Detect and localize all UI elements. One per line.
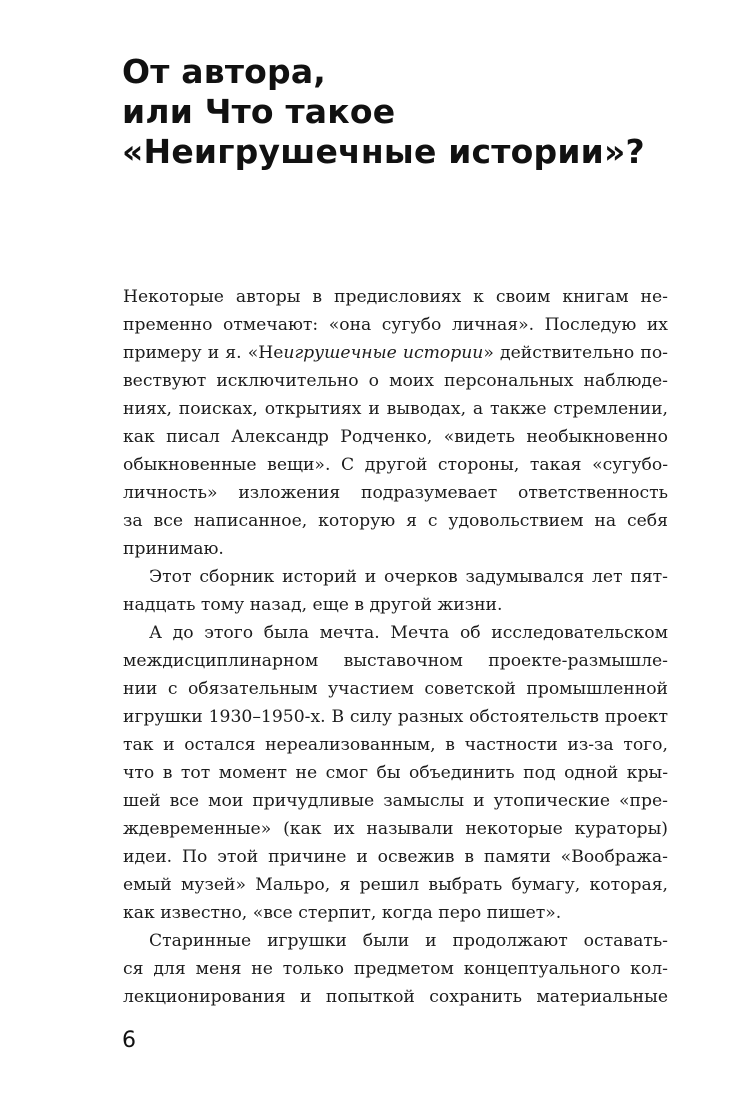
- chapter-title: [122, 52, 645, 172]
- text-line: что в тот момент не смог бы объединить под одной кры-: [123, 763, 668, 783]
- text-line: за все написанное, которую я с удовольствием на себя: [123, 511, 668, 531]
- text-line: нии с обязательным участием советской промышленной: [123, 679, 668, 699]
- text-line: Некоторые авторы в предисловиях к своим книгам не-: [123, 287, 668, 307]
- chapter-title-line: «Неигрушечные истории»?: [122, 132, 645, 171]
- text-line: ниях, поисках, открытиях и выводах, а также стремлении,: [123, 399, 668, 419]
- text-line: Этот сборник историй и очерков задумывался лет пят-: [149, 567, 668, 587]
- body-text: [123, 283, 668, 1011]
- text-line: вествуют исключительно о моих персональных наблюде-: [123, 371, 668, 391]
- text-line: пременно отмечают: «она сугубо личная». Последую их: [123, 315, 668, 335]
- italic-book-title: игрушечные истории: [283, 343, 484, 363]
- text-line: ся для меня не только предметом концептуального кол-: [123, 959, 668, 979]
- text-line: А до этого была мечта. Мечта об исследовательском: [149, 623, 668, 643]
- text-line: личность» изложения подразумевает ответственность: [123, 483, 668, 503]
- chapter-title-line: От автора,: [122, 52, 327, 91]
- page-number: 6: [122, 1028, 136, 1053]
- text-line: междисциплинарном выставочном проекте-размышле-: [123, 651, 668, 671]
- text-line: емый музей» Мальро, я решил выбрать бумагу, которая,: [123, 875, 668, 895]
- text-line: принимаю.: [123, 539, 224, 559]
- text-line: надцать тому назад, еще в другой жизни.: [123, 595, 503, 615]
- text-line: так и остался нереализованным, в частности из-за того,: [123, 735, 668, 755]
- text-line: игрушки 1930–1950-х. В силу разных обстоятельств проект: [123, 707, 668, 727]
- text-line: обыкновенные вещи». С другой стороны, такая «сугубо-: [123, 455, 668, 475]
- text-line: как писал Александр Родченко, «видеть необыкновенно: [123, 427, 668, 447]
- text-segment: примеру и я. «Не: [123, 343, 284, 363]
- text-line: как известно, «все стерпит, когда перо пишет».: [123, 903, 562, 923]
- text-line: [123, 339, 668, 367]
- text-segment: » действительно по-: [483, 343, 668, 363]
- text-line: идеи. По этой причине и освежив в памяти «Вообража-: [123, 847, 668, 867]
- text-line: лекционирования и попыткой сохранить материальные: [123, 987, 668, 1007]
- text-line: шей все мои причудливые замыслы и утопические «пре-: [123, 791, 668, 811]
- text-line: ждевременные» (как их называли некоторые кураторы): [123, 819, 668, 839]
- chapter-title-line: или Что такое: [122, 92, 396, 131]
- text-line: Старинные игрушки были и продолжают оставать-: [149, 931, 668, 951]
